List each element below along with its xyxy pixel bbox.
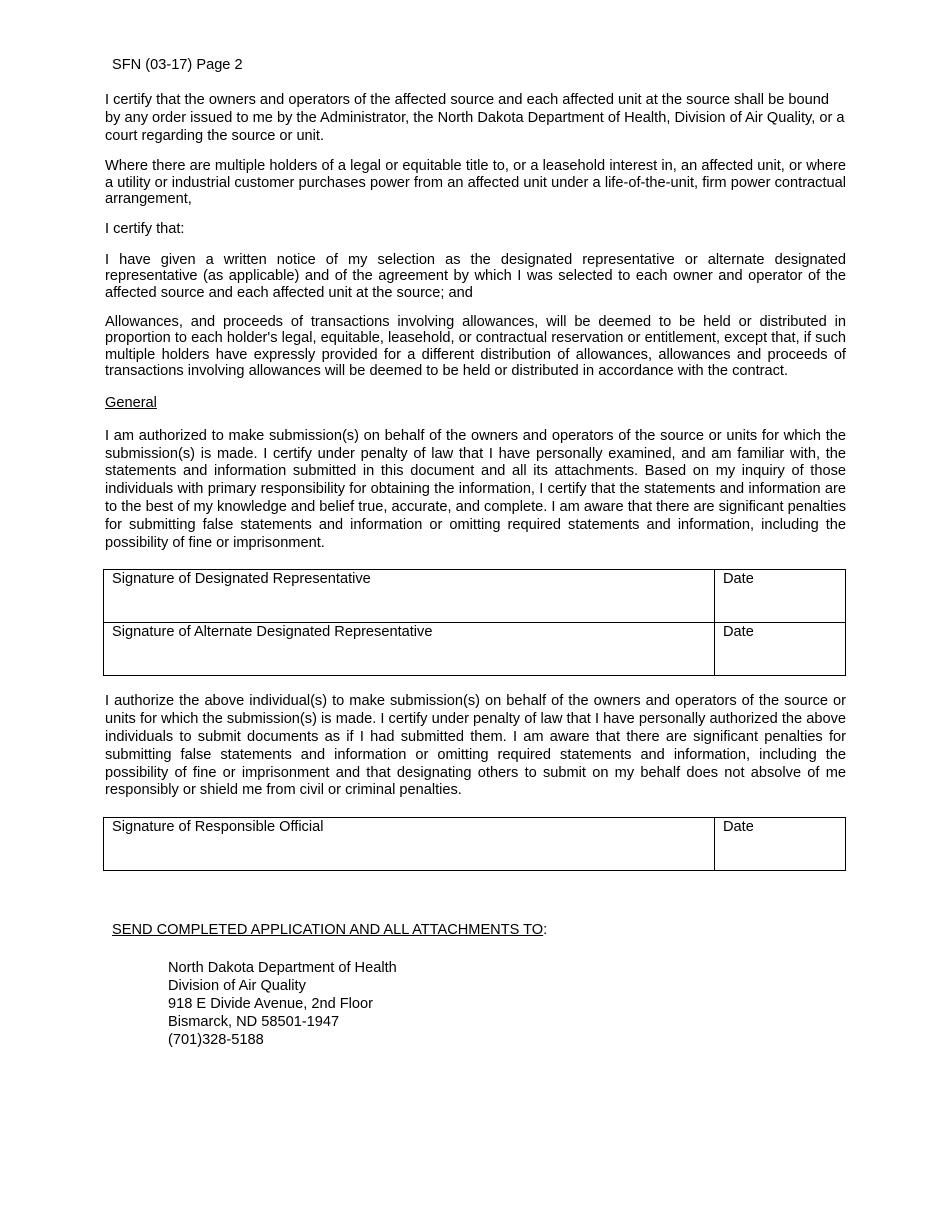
table-row bbox=[104, 818, 846, 871]
responsible-official-signature-table bbox=[103, 817, 846, 871]
address-line-organization: North Dakota Department of Health bbox=[168, 960, 397, 976]
address-line-street: 918 E Divide Avenue, 2nd Floor bbox=[168, 996, 373, 1012]
designated-representative-date-field[interactable] bbox=[715, 570, 846, 623]
responsible-official-signature-field[interactable] bbox=[104, 818, 715, 871]
form-reference: SFN (03-17) Page 2 bbox=[112, 57, 243, 73]
authorization-paragraph: I am authorized to make submission(s) on behalf of the owners and operators of the source or units for which the submission(s) is made. I certify under penalty of law that I have personally examined, and am familiar with, the statements and information submitted in this document and all its attachments. Based on my inquiry of those individuals with primary responsibility for obtaining the information, I certify that the statements and information are to the best of my knowledge and belief true, accurate, and complete. I am aware that there are significant penalties for submitting false statements and information or omitting required statements and information, including the possibility of fine or imprisonment. bbox=[105, 427, 846, 551]
allowances-paragraph: Allowances, and proceeds of transactions involving allowances, will be deemed to be held or distributed in proportion to each holder's legal, equitable, leasehold, or contractual reservation or entitlement, except that, if such multiple holders have expressly provided for a different distribution of allowances, allowances and proceeds of transactions involving allowances will be deemed to be held or distributed in accordance with the contract. bbox=[105, 314, 846, 379]
address-line-phone: (701)328-5188 bbox=[168, 1032, 264, 1048]
address-line-city: Bismarck, ND 58501-1947 bbox=[168, 1014, 340, 1030]
date-label: Date bbox=[723, 571, 754, 588]
certification-paragraph-order: I certify that the owners and operators of the affected source and each affected unit at the source shall be bound by any order issued to me by the Administrator, the North Dakota Department of Health, Division of Air Quality, or a court regarding the source or unit. bbox=[105, 92, 845, 144]
date-label: Date bbox=[723, 819, 754, 836]
date-label: Date bbox=[723, 624, 754, 641]
multiple-holders-paragraph: Where there are multiple holders of a legal or equitable title to, or a leasehold interest in, an affected unit, or where a utility or industrial customer purchases power from an affected unit under a life-of-the-unit, firm power contractual arrangement, bbox=[105, 158, 846, 208]
mailing-address bbox=[168, 959, 397, 1049]
address-line-division: Division of Air Quality bbox=[168, 978, 306, 994]
certify-that-paragraph: I certify that: bbox=[105, 220, 185, 237]
signature-label: Signature of Alternate Designated Representative bbox=[112, 624, 433, 641]
send-to-heading-text: SEND COMPLETED APPLICATION AND ALL ATTACHMENTS TO bbox=[112, 922, 544, 938]
alternate-representative-date-field[interactable] bbox=[715, 623, 846, 676]
written-notice-paragraph: I have given a written notice of my selection as the designated representative or alternate designated representative (as applicable) and of the agreement by which I was selected to each owner and operator of the affected source and each affected unit at the source; and bbox=[105, 251, 846, 301]
designated-representative-signature-field[interactable] bbox=[104, 570, 715, 623]
signature-label: Signature of Designated Representative bbox=[112, 571, 371, 588]
table-row bbox=[104, 623, 846, 676]
signature-label: Signature of Responsible Official bbox=[112, 819, 324, 836]
responsible-official-date-field[interactable] bbox=[715, 818, 846, 871]
representative-signature-table bbox=[103, 569, 846, 676]
general-heading: General bbox=[105, 395, 157, 411]
alternate-representative-signature-field[interactable] bbox=[104, 623, 715, 676]
document-body bbox=[105, 92, 846, 871]
table-row bbox=[104, 570, 846, 623]
send-to-heading bbox=[112, 922, 547, 940]
delegation-paragraph: I authorize the above individual(s) to make submission(s) on behalf of the owners and operators of the source or units for which the submission(s) is made. I certify under penalty of law that I have personally authorized the above individuals to submit documents as if I had submitted them. I am aware that there are significant penalties for submitting false statements and information or omitting required statements and information, including the possibility of fine or imprisonment and that designating others to submit on my behalf does not absolve of me responsibly or shield me from civil or criminal penalties. bbox=[105, 693, 846, 799]
send-to-heading-colon: : bbox=[543, 922, 548, 938]
